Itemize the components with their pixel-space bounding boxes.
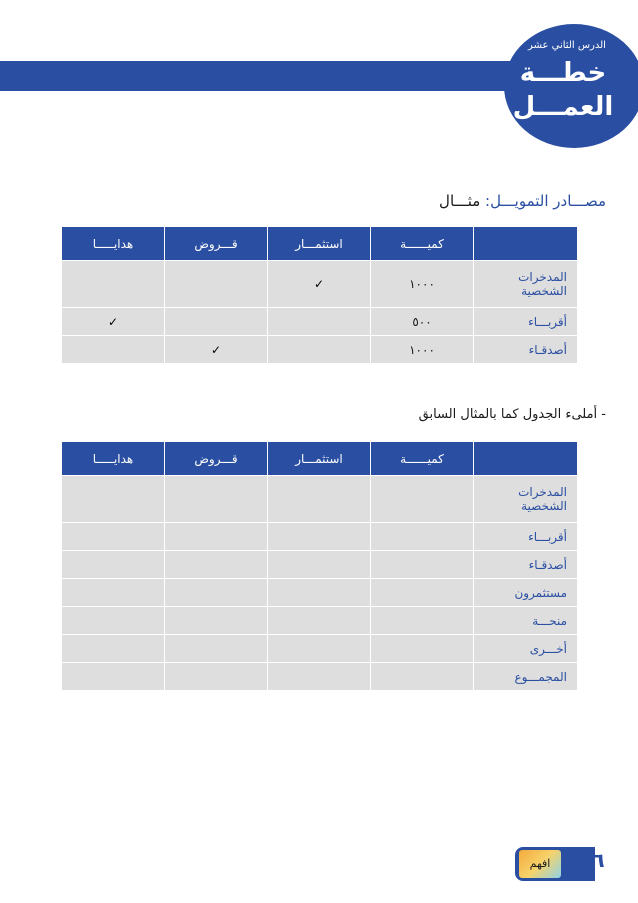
empty-cell[interactable]	[268, 635, 371, 663]
table-row	[62, 476, 578, 523]
table-row	[62, 551, 578, 579]
empty-cell[interactable]	[62, 607, 165, 635]
table-row	[62, 523, 578, 551]
row-label: أصدقـاء	[474, 336, 578, 364]
qty-cell: ٥٠٠	[371, 308, 474, 336]
table-row	[62, 308, 578, 336]
lesson-badge	[504, 24, 638, 148]
checkmark-icon	[165, 308, 268, 336]
empty-cell[interactable]	[165, 476, 268, 523]
empty-cell[interactable]	[371, 579, 474, 607]
header-cell: استثمـــار	[268, 227, 371, 261]
row-label: أصدقـاء	[474, 551, 578, 579]
lesson-subtitle: الدرس الثاني عشر	[528, 40, 606, 51]
empty-cell[interactable]	[371, 663, 474, 691]
empty-cell[interactable]	[371, 635, 474, 663]
page-number: ١٤٦	[568, 848, 605, 872]
checkmark-icon	[62, 261, 165, 308]
empty-cell[interactable]	[165, 523, 268, 551]
empty-cell[interactable]	[165, 551, 268, 579]
empty-cell[interactable]	[62, 523, 165, 551]
header-band	[0, 61, 560, 91]
qty-cell: ١٠٠٠	[371, 261, 474, 308]
row-label: المجمـــوع	[474, 663, 578, 691]
empty-cell[interactable]	[268, 476, 371, 523]
header-cell: استثمـــار	[268, 442, 371, 476]
table-row	[62, 336, 578, 364]
row-label: أخـــرى	[474, 635, 578, 663]
empty-cell[interactable]	[165, 663, 268, 691]
checkmark-icon	[268, 336, 371, 364]
row-label: منحـــة	[474, 607, 578, 635]
empty-cell[interactable]	[165, 635, 268, 663]
empty-cell[interactable]	[62, 579, 165, 607]
exercise-table-header	[62, 442, 578, 476]
section1-heading-blue: مصـــادر التمويـــل:	[485, 192, 606, 210]
empty-cell[interactable]	[62, 663, 165, 691]
row-label: أقربـــاء	[474, 308, 578, 336]
empty-cell[interactable]	[268, 523, 371, 551]
checkmark-icon	[62, 336, 165, 364]
section2-instruction: - أملىء الجدول كما بالمثال السابق	[418, 407, 606, 422]
qty-cell: ١٠٠٠	[371, 336, 474, 364]
checkmark-icon: ✓	[62, 308, 165, 336]
empty-cell[interactable]	[268, 579, 371, 607]
empty-cell[interactable]	[165, 607, 268, 635]
empty-cell[interactable]	[62, 551, 165, 579]
header-cell: هدايـــــا	[62, 442, 165, 476]
checkmark-icon: ✓	[268, 261, 371, 308]
empty-cell[interactable]	[268, 551, 371, 579]
table-row	[62, 261, 578, 308]
checkmark-icon	[165, 261, 268, 308]
example-table-header	[62, 227, 578, 261]
empty-cell[interactable]	[371, 551, 474, 579]
row-label: أقربـــاء	[474, 523, 578, 551]
header-cell: قـــروض	[165, 227, 268, 261]
header-cell: كميــــــة	[371, 227, 474, 261]
row-label: المدخرات الشخصية	[474, 261, 578, 308]
example-table	[61, 226, 578, 364]
row-label: مستثمرون	[474, 579, 578, 607]
empty-cell[interactable]	[165, 579, 268, 607]
section1-heading-black: مثـــال	[439, 192, 481, 210]
lesson-title-line1: خطـــة	[519, 58, 607, 88]
empty-cell[interactable]	[268, 607, 371, 635]
empty-cell[interactable]	[371, 523, 474, 551]
table-row	[62, 663, 578, 691]
header-cell: هدايـــــا	[62, 227, 165, 261]
brand-logo: افهم	[519, 850, 561, 878]
empty-cell[interactable]	[62, 476, 165, 523]
lesson-title-line2: العمـــل	[512, 92, 614, 122]
checkmark-icon: ✓	[165, 336, 268, 364]
section1-heading	[439, 192, 606, 210]
empty-cell[interactable]	[371, 607, 474, 635]
table-row	[62, 579, 578, 607]
header-cell	[474, 227, 578, 261]
header-cell: قـــروض	[165, 442, 268, 476]
checkmark-icon	[268, 308, 371, 336]
row-label: المدخرات الشخصية	[474, 476, 578, 523]
empty-cell[interactable]	[268, 663, 371, 691]
header-cell	[474, 442, 578, 476]
empty-cell[interactable]	[62, 635, 165, 663]
table-row	[62, 607, 578, 635]
exercise-table	[61, 441, 578, 691]
empty-cell[interactable]	[371, 476, 474, 523]
table-row	[62, 635, 578, 663]
header-cell: كميــــــة	[371, 442, 474, 476]
